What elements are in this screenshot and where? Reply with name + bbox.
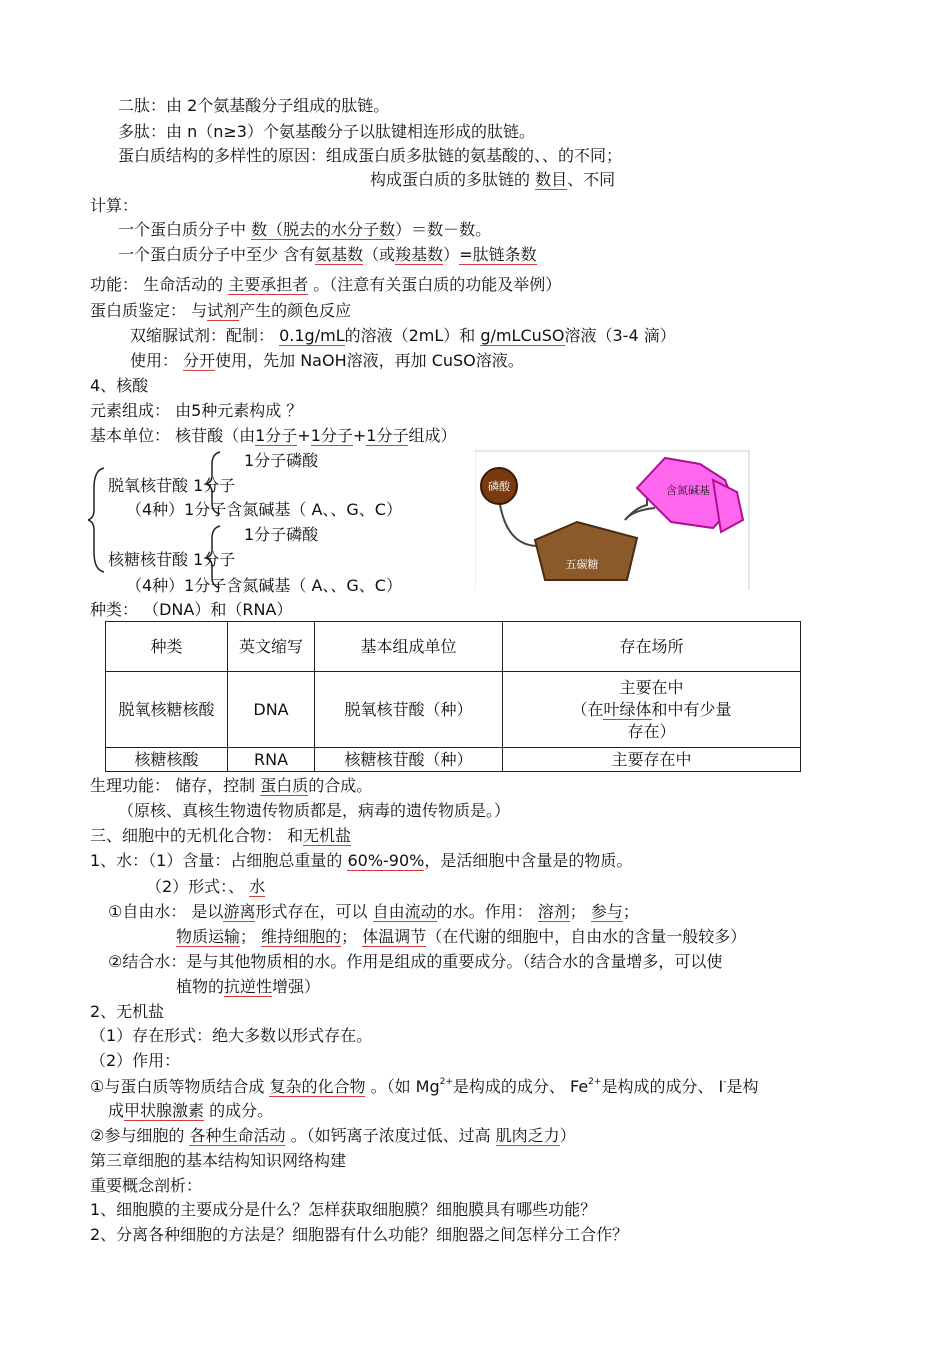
deoxynucleotide-label: 脱氧核苷酸 1分子 — [108, 476, 236, 495]
pentose-shape — [535, 522, 637, 580]
rna-phosphate: 1分子磷酸 — [244, 525, 319, 544]
element-line: 元素组成： 由5种元素构成 ？ — [90, 401, 303, 420]
question-1: 1、细胞膜的主要成分是什么？怎样获取细胞膜？细胞膜具有哪些功能？ — [90, 1200, 597, 1219]
salt-role-line: （2）作用： — [90, 1051, 181, 1070]
dipeptide-line: 二肽：由 2个氨基酸分子组成的肽链。 — [118, 96, 390, 115]
bound-water-line: ②结合水：是与其他物质相的水。作用是组成的重要成分。（结合水的含量增多，可以使 — [108, 952, 723, 971]
chapter-heading: 第三章细胞的基本结构知识网络构建 — [90, 1151, 347, 1170]
free-water-line: ①自由水： 是以游离形式存在，可以 自由流动的水。作用： 溶剂； 参与； — [108, 902, 639, 921]
bound-water-line-2: 植物的抗逆性增强） — [176, 977, 321, 996]
rna-bases: （4种）1分子含氮碱基（ A、、G、C） — [126, 576, 402, 595]
salt-role-2: ②参与细胞的 各种生命活动 。（如钙离子浓度过低、过高 肌肉乏力） — [90, 1126, 576, 1145]
nucleic-acid-heading: 4、核酸 — [90, 376, 149, 395]
cell-rna-abbr: RNA — [228, 748, 315, 772]
th-abbr: 英文缩写 — [228, 622, 315, 672]
ribonucleotide-label: 核糖核苷酸 1分子 — [108, 550, 236, 569]
cell-dna-abbr: DNA — [228, 672, 315, 748]
cell-dna-location: 主要在中 （在叶绿体和中有少量 存在） — [503, 672, 801, 748]
phosphate-label: 磷酸 — [488, 480, 510, 493]
genetic-material-line: （原核、真核生物遗传物质都是，病毒的遗传物质是。） — [118, 801, 511, 820]
th-location: 存在场所 — [503, 622, 801, 672]
free-water-functions: 物质运输； 维持细胞的； 体温调节（在代谢的细胞中，自由水的含量一般较多） — [176, 927, 747, 946]
water-form-line: （2）形式：、 水 — [146, 877, 266, 896]
nucleic-acid-table — [105, 621, 801, 772]
base-label: 含氮碱基 — [666, 484, 710, 497]
cell-rna-location: 主要存在中 — [503, 748, 801, 772]
identification-line: 蛋白质鉴定： 与试剂产生的颜色反应 — [90, 301, 352, 320]
concept-heading: 重要概念剖析： — [90, 1176, 203, 1195]
salt-form-line: （1）存在形式：绝大多数以形式存在。 — [90, 1026, 373, 1045]
diversity-line-2: 构成蛋白质的多肽链的 数目、不同 — [370, 170, 616, 189]
biuret-use-line: 使用： 分开使用，先加 NaOH溶液，再加 CuSO溶液。 — [130, 351, 524, 370]
dna-phosphate: 1分子磷酸 — [244, 451, 319, 470]
cell-rna-name: 核糖核酸 — [106, 748, 228, 772]
biuret-prep-line: 双缩脲试剂：配制： 0.1g/mL的溶液（2mL）和 g/mLCuSO溶液（3-4 滴） — [130, 326, 676, 345]
th-unit: 基本组成单位 — [315, 622, 503, 672]
question-2: 2、分离各种细胞的方法是？细胞器有什么功能？细胞器之间怎样分工合作？ — [90, 1225, 629, 1244]
sugar-label: 五碳糖 — [565, 558, 599, 571]
cell-dna-name: 脱氧核糖核酸 — [106, 672, 228, 748]
calc-heading: 计算： — [90, 196, 139, 215]
salt-heading: 2、无机盐 — [90, 1002, 165, 1021]
calc-line-2: 一个蛋白质分子中至少 含有氨基数（或羧基数）=肽链条数 — [118, 245, 537, 264]
water-content-line: 1、水：（1）含量：占细胞总重量的 60%-90%，是活细胞中含量是的物质。 — [90, 851, 633, 870]
calc-line-1: 一个蛋白质分子中 数（脱去的水分子数）＝数－数。 — [118, 220, 492, 239]
salt-role-1b: 成甲状腺激素 的成分。 — [108, 1101, 274, 1120]
salt-role-1: ①与蛋白质等物质结合成 复杂的化合物 。（如 $Mg^{2+}$是构成的成分、 $Fe^{2+}$是构成的成分、 I-是构 — [90, 1077, 759, 1096]
inorganic-heading: 三、细胞中的无机化合物： 和无机盐 — [90, 826, 352, 845]
dna-bases: （4种）1分子含氮碱基（ A、、G、C） — [126, 500, 402, 519]
cell-rna-unit: 核糖核苷酸（种） — [315, 748, 503, 772]
th-type: 种类 — [106, 622, 228, 672]
types-line: 种类： （DNA）和（RNA） — [90, 600, 293, 619]
diversity-line: 蛋白质结构的多样性的原因：组成蛋白质多肽链的氨基酸的、、的不同； — [118, 146, 623, 165]
function-line: 功能： 生命活动的 主要承担者 。（注意有关蛋白质的功能及举例） — [90, 275, 562, 294]
basic-unit-line: 基本单位： 核苷酸（由1分子+1分子+1分子组成） — [90, 426, 457, 445]
physio-function-line: 生理功能： 储存，控制 蛋白质的合成。 — [90, 776, 373, 795]
polypeptide-line: 多肽：由 n（n≥3）个氨基酸分子以肽键相连形成的肽链。 — [118, 122, 535, 141]
cell-dna-unit: 脱氧核苷酸（种） — [315, 672, 503, 748]
nucleotide-diagram — [475, 450, 750, 590]
